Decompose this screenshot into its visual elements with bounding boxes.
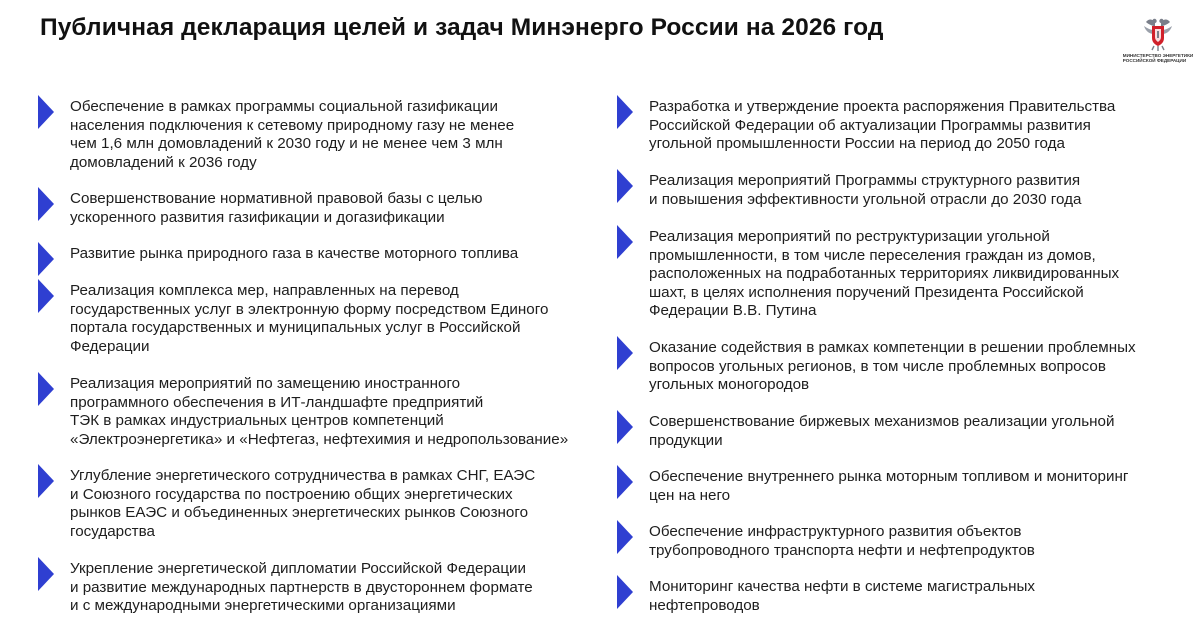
- list-item: [617, 339, 1179, 395]
- arrow-marker-icon: [617, 465, 633, 499]
- arrow-marker-icon: [617, 95, 633, 129]
- page-title: Публичная декларация целей и задач Минэнерго России на 2026 год: [40, 14, 884, 41]
- list-item: [38, 560, 600, 616]
- list-item: [38, 282, 600, 356]
- list-item: [38, 375, 600, 449]
- ministry-logo: [1124, 14, 1192, 66]
- list-item: [38, 98, 600, 172]
- list-item: [617, 228, 1179, 321]
- item-text: Обеспечение инфраструктурного развития объектов трубопроводного транспорта нефти и нефтепродуктов: [649, 523, 1035, 559]
- arrow-marker-icon: [38, 464, 54, 498]
- item-text: Совершенствование биржевых механизмов реализации угольной продукции: [649, 413, 1115, 449]
- list-item: [38, 245, 600, 276]
- item-text: Углубление энергетического сотрудничества в рамках СНГ, ЕАЭС и Союзного государства по построению общих энергетических рынков ЕАЭС и объединенных энергетических рынков Союзного государства: [70, 467, 536, 540]
- item-text: Реализация комплекса мер, направленных на перевод государственных услуг в электронную форму посредством Единого портала государственных и муниципальных услуг в Российской Федерации: [70, 282, 549, 355]
- item-text: Разработка и утверждение проекта распоряжения Правительства Российской Федерации об актуализации Программы развития угольной промышленности России на период до 2050 года: [649, 98, 1116, 152]
- list-item: [617, 98, 1179, 154]
- list-item: [617, 172, 1179, 209]
- item-text: Оказание содействия в рамках компетенции в решении проблемных вопросов угольных регионов, в том числе проблемных вопросов угольных моногородов: [649, 339, 1136, 393]
- item-text: Совершенствование нормативной правовой базы с целью ускоренного развития газификации и догазификации: [70, 190, 483, 226]
- list-item: [617, 523, 1179, 560]
- arrow-marker-icon: [38, 242, 54, 276]
- item-text: Реализация мероприятий по замещению иностранного программного обеспечения в ИТ-ландшафте предприятий ТЭК в рамках индустриальных центров компетенций «Электроэнергетика» и «Нефтегаз, нефтехимия и недропользование»: [70, 375, 569, 448]
- item-text: Укрепление энергетической дипломатии Российской Федерации и развитие международных партнерств в двустороннем формате и с международными энергетическими организациями: [70, 560, 533, 614]
- arrow-marker-icon: [617, 169, 633, 203]
- arrow-marker-icon: [617, 225, 633, 259]
- list-item: [617, 468, 1179, 505]
- arrow-marker-icon: [38, 279, 54, 313]
- arrow-marker-icon: [38, 95, 54, 129]
- logo-caption: МИНИСТЕРСТВО ЭНЕРГЕТИКИ РОССИЙСКОЙ ФЕДЕРАЦИИ: [1122, 53, 1194, 64]
- list-item: [38, 190, 600, 227]
- arrow-marker-icon: [617, 520, 633, 554]
- arrow-marker-icon: [617, 410, 633, 444]
- arrow-marker-icon: [617, 575, 633, 609]
- list-item: [617, 413, 1179, 450]
- arrow-marker-icon: [38, 557, 54, 591]
- item-text: Реализация мероприятий Программы структурного развития и повышения эффективности угольной отрасли до 2030 года: [649, 172, 1082, 208]
- item-text: Реализация мероприятий по реструктуризации угольной промышленности, в том числе переселения граждан из домов, расположенных на подработанных территориях ликвидированных шахт, в целях исполнения поручений Президента Российской Федерации В.В. Путина: [649, 228, 1120, 319]
- list-item: [38, 467, 600, 541]
- arrow-marker-icon: [38, 187, 54, 221]
- item-text: Мониторинг качества нефти в системе магистральных нефтепроводов: [649, 578, 1035, 614]
- arrow-marker-icon: [617, 336, 633, 370]
- item-text: Обеспечение внутреннего рынка моторным топливом и мониторинг цен на него: [649, 468, 1129, 504]
- item-text: Развитие рынка природного газа в качестве моторного топлива: [70, 245, 519, 262]
- list-item: [617, 578, 1179, 615]
- item-text: Обеспечение в рамках программы социальной газификации населения подключения к сетевому природному газу не менее чем 1,6 млн домовладений к 2030 году и не менее чем 3 млн домовладений к 2036 году: [70, 98, 515, 171]
- arrow-marker-icon: [38, 372, 54, 406]
- emblem-icon: [1140, 14, 1176, 52]
